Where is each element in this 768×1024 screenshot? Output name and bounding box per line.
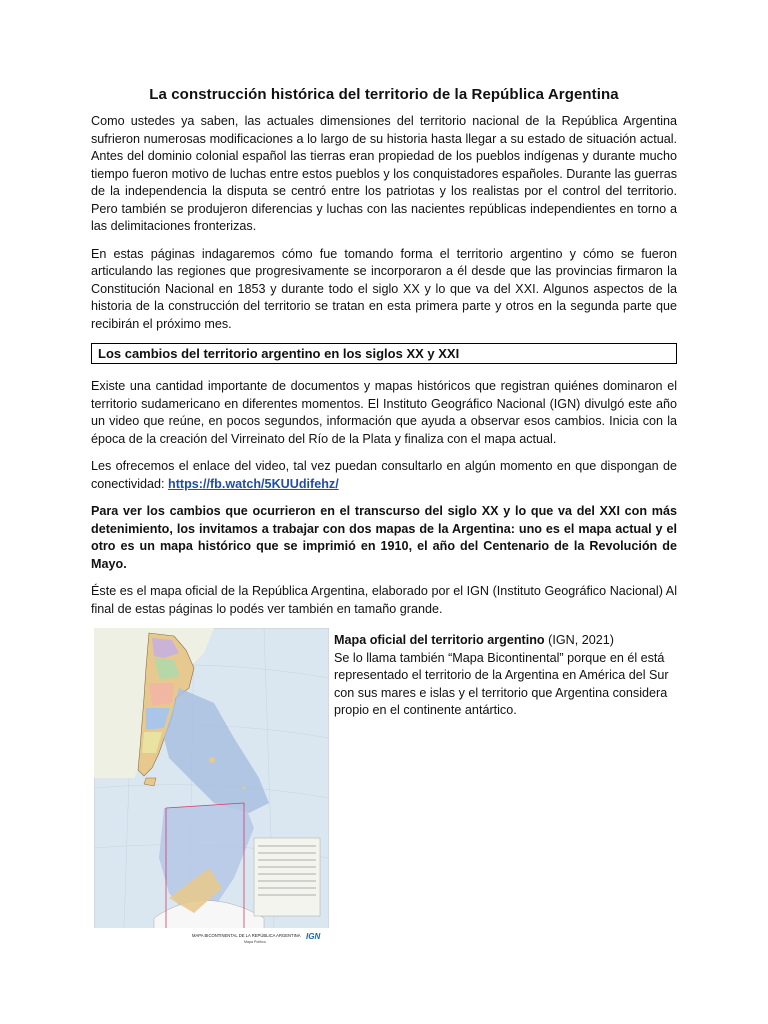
intro-paragraph-1: Como ustedes ya saben, las actuales dimensiones del territorio nacional de la República Argentina sufrieron numerosas modificaciones a lo largo de su historia hasta llegar a su estado de situación actual. Antes del dominio colonial español las tierras eran propiedad de los pueblos indígenas y durante mucho tiempo fueron motivo de luchas entre estos pueblos y los conquistadores españoles. Durante las guerras de la independencia la disputa se centró entre los patriotas y los realistas por el control del territorio. Pero también se produjeron diferencias y luchas con las nacientes repúblicas independientes en torno a las delimitaciones fronterizas. bbox=[91, 114, 677, 233]
section-paragraph: Existe una cantidad importante de documentos y mapas históricos que registran quiénes dominaron el territorio sudamericano en diferentes momentos. El Instituto Geográfico Nacional (IGN) divulgó este año un video que reúne, en pocos segundos, información que ayuda a observar esos cambios. Inicia con la época de la creación del Virreinato del Río de la Plata y finaliza con el mapa actual. bbox=[91, 379, 677, 446]
map-footer-subtitle: Mapa Político bbox=[244, 940, 266, 944]
intro-paragraph-2: En estas páginas indagaremos cómo fue tomando forma el territorio argentino y cómo se fueron articulando las regiones que progresivamente se incorporaron a él desde que las provincias firmaron la Constitución Nacional en 1853 y durante todo el siglo XX y lo que va del XXI. Algunos aspectos de la historia de la construcción del territorio se tratan en esta primera parte y otros en la segunda parte que recibirán el próximo mes. bbox=[91, 246, 677, 331]
video-paragraph bbox=[91, 458, 677, 493]
map-footer-title: MAPA BICONTINENTAL DE LA REPÚBLICA ARGENTINA bbox=[192, 933, 301, 938]
map-figure-row bbox=[91, 628, 677, 948]
bicontinental-map-image bbox=[94, 628, 329, 946]
map-intro-paragraph: Éste es el mapa oficial de la República Argentina, elaborado por el IGN (Instituto Geográfico Nacional) Al final de estas páginas lo podés ver también en tamaño grande. bbox=[91, 584, 677, 616]
map-caption-body: Se lo llama también “Mapa Bicontinental” porque en él está representado el territorio de la Argentina en América del Sur con sus mares e islas y el territorio que Argentina considera propio en el continente antártico. bbox=[334, 650, 669, 717]
document-page bbox=[91, 86, 677, 948]
page-title: La construcción histórica del territorio de la República Argentina bbox=[149, 86, 619, 103]
ign-logo: IGN bbox=[306, 932, 321, 941]
invitation-paragraph: Para ver los cambios que ocurrieron en el transcurso del siglo XX y lo que va del XXI con más detenimiento, los invitamos a trabajar con dos mapas de la Argentina: uno es el mapa actual y el otro es un mapa histórico que se imprimió en 1910, el año del Centenario de la Revolución de Mayo. bbox=[91, 504, 677, 571]
map-caption bbox=[334, 632, 684, 720]
map-caption-title: Mapa oficial del territorio argentino bbox=[334, 633, 545, 647]
section-heading: Los cambios del territorio argentino en los siglos XX y XXI bbox=[91, 343, 677, 364]
map-caption-source: (IGN, 2021) bbox=[544, 633, 614, 647]
video-paragraph-text: Les ofrecemos el enlace del video, tal vez puedan consultarlo en algún momento en que dispongan de conectividad: bbox=[91, 459, 677, 491]
video-link[interactable]: https://fb.watch/5KUUdifehz/ bbox=[168, 476, 339, 491]
